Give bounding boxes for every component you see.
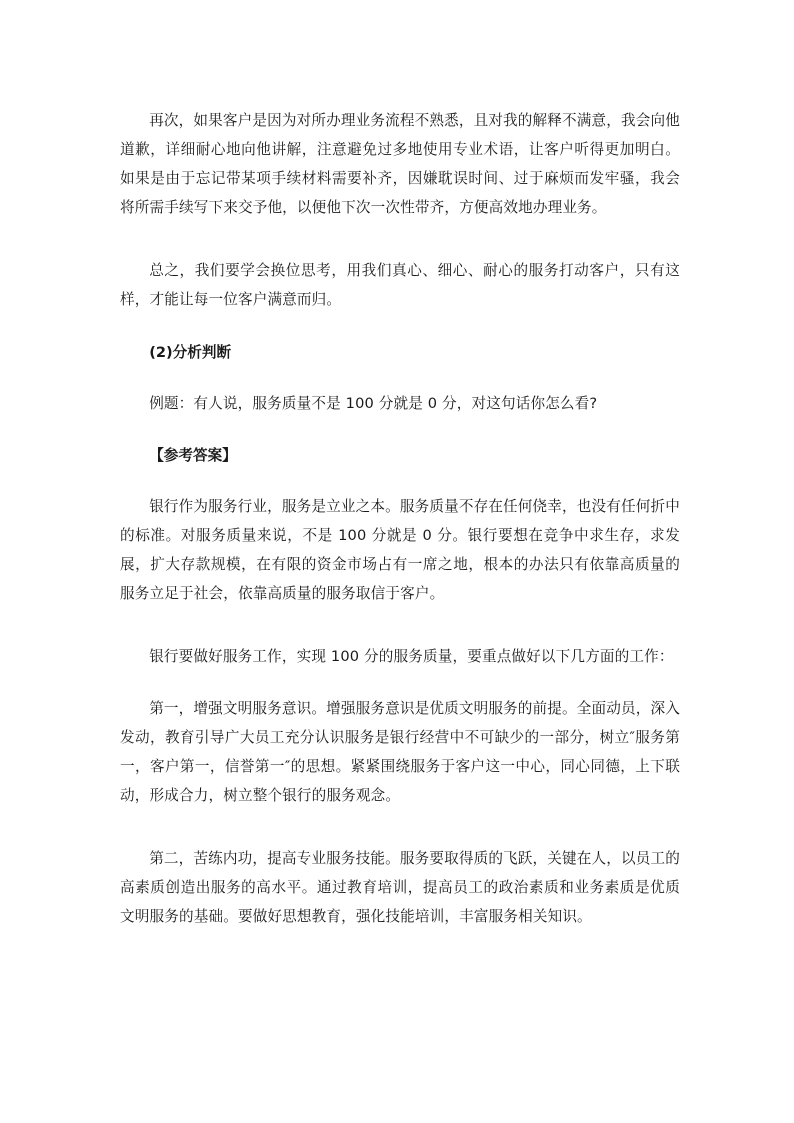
section-heading-analysis: (2)分析判断 <box>149 344 232 361</box>
paragraph-summary: 总之，我们要学会换位思考，用我们真心、细心、耐心的服务打动客户，只有这样，才能让每一位客户满意而归。 <box>120 262 680 308</box>
paragraph-answer-intro: 银行作为服务行业，服务是立业之本。服务质量不存在任何侥幸，也没有任何折中的标准。对服务质量来说，不是 100 分就是 0 分。银行要想在竞争中求生存，求发展，扩大存款规模，在有限的资金市场占有一席之地，根本的办法只有依靠高质量的服务立足于社会，依靠高质量的服务取信于客户。 <box>120 498 680 602</box>
paragraph-first-point: 第一，增强文明服务意识。增强服务意识是优质文明服务的前提。全面动员，深入发动，教育引导广大员工充分认识服务是银行经营中不可缺少的一部分，树立″服务第一，客户第一，信誉第一″的思想。紧紧围绕服务于客户这一中心，同心同德，上下联动，形成合力，树立整个银行的服务观念。 <box>120 700 680 804</box>
paragraph-second-point: 第二，苦练内功，提高专业服务技能。服务要取得质的飞跃，关键在人，以员工的高素质创造出服务的高水平。通过教育培训，提高员工的政治素质和业务素质是优质文明服务的基础。要做好思想教育，强化技能培训，丰富服务相关知识。 <box>120 850 680 925</box>
example-question: 例题：有人说，服务质量不是 100 分就是 0 分，对这句话你怎么看? <box>149 395 598 412</box>
reference-answer-heading: 【参考答案】 <box>149 447 237 464</box>
paragraph-service-work: 银行要做好服务工作，实现 100 分的服务质量，要重点做好以下几方面的工作： <box>149 648 674 665</box>
paragraph-service-explanation: 再次，如果客户是因为对所办理业务流程不熟悉，且对我的解释不满意，我会向他道歉，详细耐心地向他讲解，注意避免过多地使用专业术语，让客户听得更加明白。如果是由于忘记带某项手续材料需要补齐，因嫌耽误时间、过于麻烦而发牢骚，我会将所需手续写下来交予他，以便他下次一次性带齐，方便高效地办理业务。 <box>120 112 680 216</box>
